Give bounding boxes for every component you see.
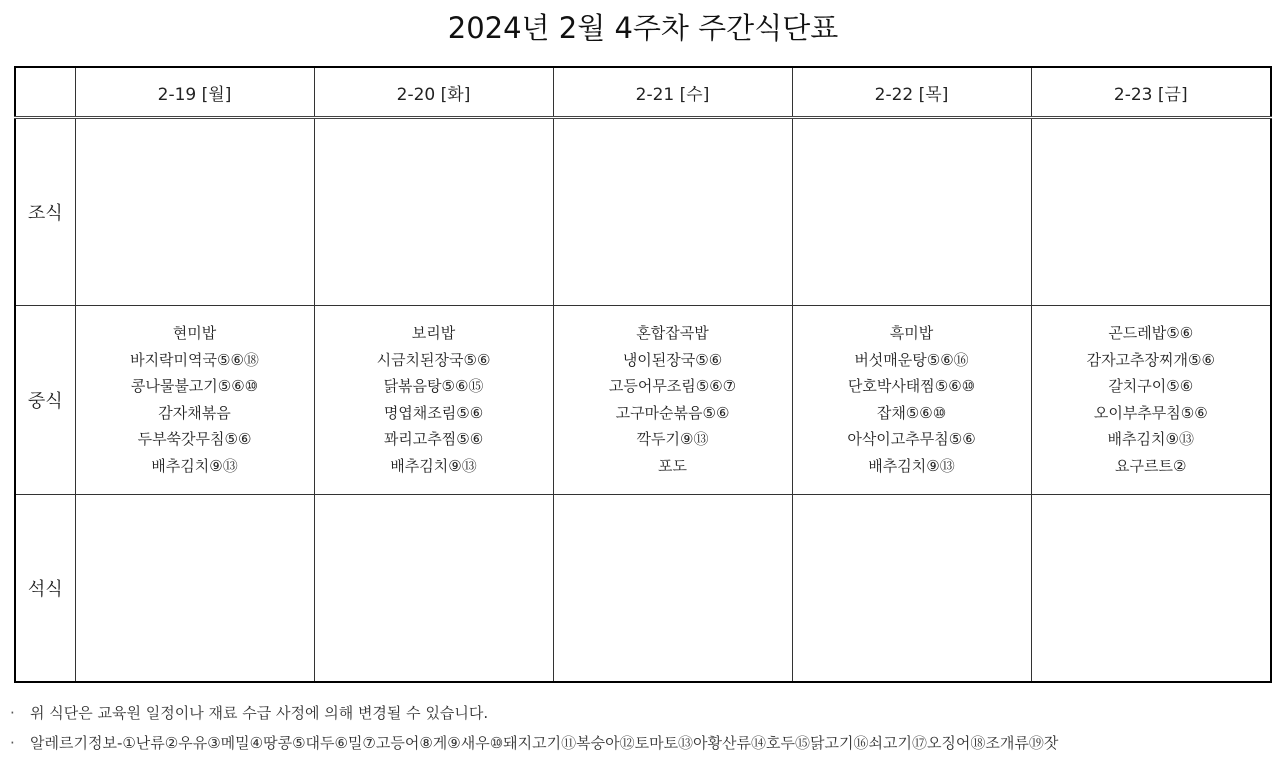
dish-item: 냉이된장국⑤⑥ [622,350,723,369]
dish-item: 단호박사태찜⑤⑥⑩ [847,377,976,395]
day-header-thu: 2-22 [목] [792,67,1031,118]
dish-item: 배추김치⑨⑬ [868,456,955,475]
dish-item: 시금치된장국⑤⑥ [376,350,491,369]
dish-item: 명엽채조림⑤⑥ [383,403,484,422]
dish-item: 오이부추무침⑤⑥ [1093,403,1208,422]
dish-item: 바지락미역국⑤⑥⑱ [130,350,259,369]
dish-item: 콩나물불고기⑤⑥⑩ [130,377,259,395]
dish-item: 배추김치⑨⑬ [390,456,477,475]
dish-item: 포도 [658,456,687,475]
menu-cell [1031,495,1271,683]
dish-item: 곤드레밥⑤⑥ [1108,324,1194,342]
menu-cell [314,306,553,495]
weekly-menu-table [14,66,1272,683]
menu-cell [792,306,1031,495]
dish-item: 혼합잡곡밥 [636,324,709,342]
bullet-glyph: · [10,734,15,752]
dish-item: 현미밥 [172,324,217,342]
menu-cell [314,495,553,683]
menu-cell [553,306,792,495]
day-header-fri: 2-23 [금] [1031,67,1271,118]
menu-cell [792,495,1031,683]
allergy-info-text: 알레르기정보-①난류②우유③메밀④땅콩⑤대두⑥밀⑦고등어⑧게⑨새우⑩돼지고기⑪복숭아⑫토마토⑬아황산류⑭호두⑮닭고기⑯쇠고기⑰오징어⑱조개류⑲잣 [30,734,1059,752]
corner-cell [15,67,75,118]
meal-label-dinner: 석식 [15,495,75,683]
dish-item: 아삭이고추무침⑤⑥ [847,430,976,448]
meal-label-breakfast: 조식 [15,118,75,306]
dish-item: 꽈리고추찜⑤⑥ [383,430,484,448]
dish-item: 고등어무조림⑤⑥⑦ [608,377,737,395]
change-notice [10,698,1276,728]
bullet-glyph: · [10,704,15,722]
menu-cell [792,118,1031,306]
menu-cell [75,495,314,683]
dish-item: 감자고추장찌개⑤⑥ [1086,350,1215,369]
allergy-info [10,728,1276,758]
change-notice-text: 위 식단은 교육원 일정이나 재료 수급 사정에 의해 변경될 수 있습니다. [30,704,489,722]
day-header-mon: 2-19 [월] [75,67,314,118]
dish-item: 두부쑥갓무침⑤⑥ [137,430,252,448]
day-header-wed: 2-21 [수] [553,67,792,118]
meal-row-lunch [15,306,1271,495]
day-header-row [15,67,1271,118]
dish-item: 감자채볶음 [158,403,231,422]
dish-item: 깍두기⑨⑬ [636,430,709,448]
dish-item: 요구르트② [1115,456,1187,475]
dish-item: 닭볶음탕⑤⑥⑮ [383,377,484,395]
dish-item: 잡채⑤⑥⑩ [876,403,947,422]
dish-item: 버섯매운탕⑤⑥⑯ [854,350,969,369]
menu-cell [553,495,792,683]
dish-item: 보리밥 [411,324,456,342]
page-title: 2024년 2월 4주차 주간식단표 [447,11,839,45]
menu-cell [1031,306,1271,495]
dish-item: 고구마순볶음⑤⑥ [615,403,730,422]
menu-cell [314,118,553,306]
dish-item: 갈치구이⑤⑥ [1108,377,1194,395]
menu-cell [75,306,314,495]
menu-cell [75,118,314,306]
dish-item: 배추김치⑨⑬ [1107,430,1194,448]
dish-item: 배추김치⑨⑬ [151,456,238,475]
day-header-tue: 2-20 [화] [314,67,553,118]
dish-item: 흑미밥 [889,324,934,342]
menu-cell [1031,118,1271,306]
meal-row-dinner [15,495,1271,683]
meal-row-breakfast [15,118,1271,306]
meal-label-lunch: 중식 [15,306,75,495]
menu-cell [553,118,792,306]
footnotes [10,698,1276,758]
